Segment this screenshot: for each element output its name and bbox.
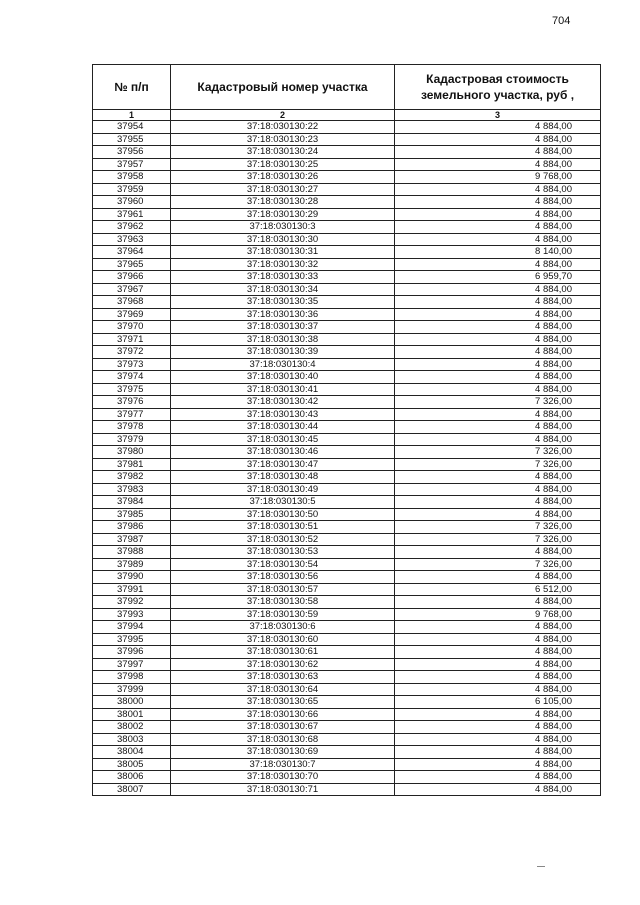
table-row bbox=[93, 158, 601, 171]
table-row bbox=[93, 658, 601, 671]
cadastral-number-cell: 37:18:030130:33 bbox=[171, 271, 395, 284]
row-number-cell: 37964 bbox=[93, 246, 171, 259]
cadastral-value-cell: 8 140,00 bbox=[395, 246, 601, 259]
cadastral-number-cell: 37:18:030130:42 bbox=[171, 396, 395, 409]
row-number-cell: 38001 bbox=[93, 708, 171, 721]
cadastral-value-cell: 6 105,00 bbox=[395, 696, 601, 709]
table-row bbox=[93, 496, 601, 509]
row-number-cell: 37961 bbox=[93, 208, 171, 221]
table-row bbox=[93, 783, 601, 796]
table-row bbox=[93, 208, 601, 221]
cadastral-number-cell: 37:18:030130:58 bbox=[171, 596, 395, 609]
header-cadastral-value: Кадастровая стоимость земельного участка, руб , bbox=[395, 65, 601, 110]
cadastral-value-cell: 4 884,00 bbox=[395, 233, 601, 246]
row-number-cell: 38007 bbox=[93, 783, 171, 796]
cadastral-value-cell: 4 884,00 bbox=[395, 658, 601, 671]
cadastral-number-cell: 37:18:030130:27 bbox=[171, 183, 395, 196]
cadastral-value-cell: 4 884,00 bbox=[395, 258, 601, 271]
cadastral-number-cell: 37:18:030130:36 bbox=[171, 308, 395, 321]
header-cadastral-number: Кадастровый номер участка bbox=[171, 65, 395, 110]
row-number-cell: 37996 bbox=[93, 646, 171, 659]
table-row bbox=[93, 371, 601, 384]
cadastral-number-cell: 37:18:030130:29 bbox=[171, 208, 395, 221]
cadastral-value-cell: 4 884,00 bbox=[395, 221, 601, 234]
cadastral-value-cell: 4 884,00 bbox=[395, 421, 601, 434]
table-row bbox=[93, 696, 601, 709]
cadastral-value-cell: 4 884,00 bbox=[395, 121, 601, 134]
cadastral-number-cell: 37:18:030130:59 bbox=[171, 608, 395, 621]
cadastral-value-cell: 4 884,00 bbox=[395, 596, 601, 609]
table-row bbox=[93, 508, 601, 521]
table-row bbox=[93, 646, 601, 659]
row-number-cell: 37985 bbox=[93, 508, 171, 521]
cadastral-number-cell: 37:18:030130:66 bbox=[171, 708, 395, 721]
cadastral-number-cell: 37:18:030130:5 bbox=[171, 496, 395, 509]
row-number-cell: 37980 bbox=[93, 446, 171, 459]
row-number-cell: 37978 bbox=[93, 421, 171, 434]
column-number-row bbox=[93, 110, 601, 121]
row-number-cell: 38006 bbox=[93, 771, 171, 784]
cadastral-number-cell: 37:18:030130:51 bbox=[171, 521, 395, 534]
cadastral-number-cell: 37:18:030130:68 bbox=[171, 733, 395, 746]
cadastral-value-cell: 4 884,00 bbox=[395, 733, 601, 746]
cadastral-number-cell: 37:18:030130:53 bbox=[171, 546, 395, 559]
table-row bbox=[93, 383, 601, 396]
row-number-cell: 38000 bbox=[93, 696, 171, 709]
cadastral-value-cell: 7 326,00 bbox=[395, 521, 601, 534]
row-number-cell: 37967 bbox=[93, 283, 171, 296]
row-number-cell: 37957 bbox=[93, 158, 171, 171]
cadastral-number-cell: 37:18:030130:62 bbox=[171, 658, 395, 671]
row-number-cell: 37965 bbox=[93, 258, 171, 271]
row-number-cell: 37998 bbox=[93, 671, 171, 684]
row-number-cell: 37984 bbox=[93, 496, 171, 509]
cadastral-number-cell: 37:18:030130:54 bbox=[171, 558, 395, 571]
row-number-cell: 37972 bbox=[93, 346, 171, 359]
row-number-cell: 37987 bbox=[93, 533, 171, 546]
row-number-cell: 37966 bbox=[93, 271, 171, 284]
cadastral-value-cell: 6 512,00 bbox=[395, 583, 601, 596]
column-number-3: 3 bbox=[395, 110, 601, 121]
cadastral-value-cell: 4 884,00 bbox=[395, 308, 601, 321]
table-row bbox=[93, 758, 601, 771]
table-row bbox=[93, 133, 601, 146]
table-row bbox=[93, 296, 601, 309]
row-number-cell: 37960 bbox=[93, 196, 171, 209]
table-row bbox=[93, 321, 601, 334]
cadastral-value-cell: 6 959,70 bbox=[395, 271, 601, 284]
cadastral-number-cell: 37:18:030130:63 bbox=[171, 671, 395, 684]
cadastral-value-cell: 4 884,00 bbox=[395, 146, 601, 159]
cadastral-value-cell: 4 884,00 bbox=[395, 683, 601, 696]
cadastral-value-cell: 7 326,00 bbox=[395, 396, 601, 409]
table-row bbox=[93, 608, 601, 621]
cadastral-number-cell: 37:18:030130:22 bbox=[171, 121, 395, 134]
row-number-cell: 38003 bbox=[93, 733, 171, 746]
cadastral-number-cell: 37:18:030130:56 bbox=[171, 571, 395, 584]
cadastral-number-cell: 37:18:030130:37 bbox=[171, 321, 395, 334]
cadastral-number-cell: 37:18:030130:32 bbox=[171, 258, 395, 271]
cadastral-value-cell: 7 326,00 bbox=[395, 458, 601, 471]
table-row bbox=[93, 258, 601, 271]
cadastral-value-cell: 4 884,00 bbox=[395, 408, 601, 421]
table-row bbox=[93, 333, 601, 346]
table-row bbox=[93, 708, 601, 721]
table-row bbox=[93, 483, 601, 496]
cadastral-value-cell: 4 884,00 bbox=[395, 671, 601, 684]
cadastral-value-cell: 4 884,00 bbox=[395, 208, 601, 221]
table-row bbox=[93, 533, 601, 546]
table-row bbox=[93, 421, 601, 434]
cadastral-number-cell: 37:18:030130:38 bbox=[171, 333, 395, 346]
cadastral-number-cell: 37:18:030130:7 bbox=[171, 758, 395, 771]
cadastral-number-cell: 37:18:030130:70 bbox=[171, 771, 395, 784]
row-number-cell: 37995 bbox=[93, 633, 171, 646]
cadastral-value-cell: 7 326,00 bbox=[395, 533, 601, 546]
cadastral-value-cell: 4 884,00 bbox=[395, 371, 601, 384]
row-number-cell: 37954 bbox=[93, 121, 171, 134]
cadastral-number-cell: 37:18:030130:64 bbox=[171, 683, 395, 696]
header-row-number: № п/п bbox=[93, 65, 171, 110]
cadastral-number-cell: 37:18:030130:71 bbox=[171, 783, 395, 796]
cadastral-number-cell: 37:18:030130:23 bbox=[171, 133, 395, 146]
cadastral-number-cell: 37:18:030130:24 bbox=[171, 146, 395, 159]
row-number-cell: 37979 bbox=[93, 433, 171, 446]
table-row bbox=[93, 358, 601, 371]
cadastral-value-cell: 4 884,00 bbox=[395, 546, 601, 559]
table-row bbox=[93, 546, 601, 559]
cadastral-number-cell: 37:18:030130:31 bbox=[171, 246, 395, 259]
cadastral-number-cell: 37:18:030130:28 bbox=[171, 196, 395, 209]
cadastral-value-cell: 4 884,00 bbox=[395, 158, 601, 171]
cadastral-value-cell: 4 884,00 bbox=[395, 346, 601, 359]
scan-mark bbox=[537, 866, 545, 867]
row-number-cell: 37959 bbox=[93, 183, 171, 196]
table-row bbox=[93, 583, 601, 596]
cadastral-number-cell: 37:18:030130:69 bbox=[171, 746, 395, 759]
cadastral-number-cell: 37:18:030130:25 bbox=[171, 158, 395, 171]
row-number-cell: 37997 bbox=[93, 658, 171, 671]
row-number-cell: 38005 bbox=[93, 758, 171, 771]
cadastral-number-cell: 37:18:030130:30 bbox=[171, 233, 395, 246]
row-number-cell: 37958 bbox=[93, 171, 171, 184]
cadastral-number-cell: 37:18:030130:4 bbox=[171, 358, 395, 371]
cadastral-value-cell: 4 884,00 bbox=[395, 783, 601, 796]
cadastral-number-cell: 37:18:030130:26 bbox=[171, 171, 395, 184]
table-row bbox=[93, 171, 601, 184]
row-number-cell: 37990 bbox=[93, 571, 171, 584]
cadastral-value-cell: 4 884,00 bbox=[395, 358, 601, 371]
cadastral-value-cell: 4 884,00 bbox=[395, 133, 601, 146]
row-number-cell: 37975 bbox=[93, 383, 171, 396]
table-row bbox=[93, 196, 601, 209]
cadastral-number-cell: 37:18:030130:61 bbox=[171, 646, 395, 659]
cadastral-value-cell: 4 884,00 bbox=[395, 646, 601, 659]
cadastral-value-cell: 4 884,00 bbox=[395, 483, 601, 496]
column-number-1: 1 bbox=[93, 110, 171, 121]
cadastral-value-cell: 4 884,00 bbox=[395, 496, 601, 509]
row-number-cell: 37974 bbox=[93, 371, 171, 384]
table-row bbox=[93, 221, 601, 234]
cadastral-number-cell: 37:18:030130:44 bbox=[171, 421, 395, 434]
cadastral-number-cell: 37:18:030130:40 bbox=[171, 371, 395, 384]
row-number-cell: 37982 bbox=[93, 471, 171, 484]
row-number-cell: 37994 bbox=[93, 621, 171, 634]
table-row bbox=[93, 596, 601, 609]
cadastral-value-cell: 4 884,00 bbox=[395, 296, 601, 309]
cadastral-number-cell: 37:18:030130:41 bbox=[171, 383, 395, 396]
table-row bbox=[93, 283, 601, 296]
table-row bbox=[93, 458, 601, 471]
table-row bbox=[93, 521, 601, 534]
row-number-cell: 37962 bbox=[93, 221, 171, 234]
cadastral-value-cell: 4 884,00 bbox=[395, 758, 601, 771]
row-number-cell: 37992 bbox=[93, 596, 171, 609]
cadastral-value-cell: 4 884,00 bbox=[395, 471, 601, 484]
table-row bbox=[93, 446, 601, 459]
cadastral-number-cell: 37:18:030130:57 bbox=[171, 583, 395, 596]
cadastral-number-cell: 37:18:030130:67 bbox=[171, 721, 395, 734]
cadastral-value-cell: 4 884,00 bbox=[395, 571, 601, 584]
row-number-cell: 37993 bbox=[93, 608, 171, 621]
row-number-cell: 37991 bbox=[93, 583, 171, 596]
table-row bbox=[93, 146, 601, 159]
cadastral-number-cell: 37:18:030130:49 bbox=[171, 483, 395, 496]
table-row bbox=[93, 746, 601, 759]
cadastral-value-cell: 4 884,00 bbox=[395, 721, 601, 734]
cadastral-number-cell: 37:18:030130:60 bbox=[171, 633, 395, 646]
row-number-cell: 38002 bbox=[93, 721, 171, 734]
row-number-cell: 37968 bbox=[93, 296, 171, 309]
table-row bbox=[93, 671, 601, 684]
table-row bbox=[93, 233, 601, 246]
table-row bbox=[93, 246, 601, 259]
row-number-cell: 37955 bbox=[93, 133, 171, 146]
table-row bbox=[93, 633, 601, 646]
row-number-cell: 37999 bbox=[93, 683, 171, 696]
cadastral-value-cell: 4 884,00 bbox=[395, 746, 601, 759]
cadastral-number-cell: 37:18:030130:6 bbox=[171, 621, 395, 634]
cadastral-number-cell: 37:18:030130:3 bbox=[171, 221, 395, 234]
table-row bbox=[93, 558, 601, 571]
cadastral-number-cell: 37:18:030130:52 bbox=[171, 533, 395, 546]
cadastral-value-cell: 4 884,00 bbox=[395, 621, 601, 634]
column-number-2: 2 bbox=[171, 110, 395, 121]
cadastral-value-cell: 4 884,00 bbox=[395, 321, 601, 334]
row-number-cell: 37976 bbox=[93, 396, 171, 409]
row-number-cell: 37986 bbox=[93, 521, 171, 534]
table-row bbox=[93, 471, 601, 484]
cadastral-number-cell: 37:18:030130:48 bbox=[171, 471, 395, 484]
cadastral-value-cell: 9 768,00 bbox=[395, 171, 601, 184]
cadastral-number-cell: 37:18:030130:34 bbox=[171, 283, 395, 296]
table-row bbox=[93, 621, 601, 634]
header-row bbox=[93, 65, 601, 110]
cadastral-value-cell: 4 884,00 bbox=[395, 196, 601, 209]
cadastral-number-cell: 37:18:030130:45 bbox=[171, 433, 395, 446]
cadastral-value-cell: 4 884,00 bbox=[395, 708, 601, 721]
row-number-cell: 37989 bbox=[93, 558, 171, 571]
cadastral-value-cell: 4 884,00 bbox=[395, 508, 601, 521]
row-number-cell: 37977 bbox=[93, 408, 171, 421]
table-row bbox=[93, 396, 601, 409]
table-row bbox=[93, 771, 601, 784]
row-number-cell: 37969 bbox=[93, 308, 171, 321]
table-row bbox=[93, 683, 601, 696]
row-number-cell: 38004 bbox=[93, 746, 171, 759]
cadastral-value-cell: 4 884,00 bbox=[395, 383, 601, 396]
table-row bbox=[93, 346, 601, 359]
cadastral-value-cell: 4 884,00 bbox=[395, 771, 601, 784]
table-row bbox=[93, 571, 601, 584]
page-number: 704 bbox=[552, 15, 571, 27]
cadastral-number-cell: 37:18:030130:65 bbox=[171, 696, 395, 709]
table-row bbox=[93, 271, 601, 284]
cadastral-value-cell: 4 884,00 bbox=[395, 433, 601, 446]
cadastral-value-cell: 4 884,00 bbox=[395, 633, 601, 646]
row-number-cell: 37970 bbox=[93, 321, 171, 334]
cadastral-table bbox=[92, 64, 601, 796]
cadastral-value-cell: 7 326,00 bbox=[395, 558, 601, 571]
row-number-cell: 37956 bbox=[93, 146, 171, 159]
table-row bbox=[93, 733, 601, 746]
cadastral-number-cell: 37:18:030130:47 bbox=[171, 458, 395, 471]
cadastral-number-cell: 37:18:030130:39 bbox=[171, 346, 395, 359]
table-row bbox=[93, 183, 601, 196]
table-row bbox=[93, 308, 601, 321]
cadastral-value-cell: 4 884,00 bbox=[395, 333, 601, 346]
cadastral-number-cell: 37:18:030130:43 bbox=[171, 408, 395, 421]
cadastral-value-cell: 4 884,00 bbox=[395, 283, 601, 296]
cadastral-number-cell: 37:18:030130:35 bbox=[171, 296, 395, 309]
table-row bbox=[93, 408, 601, 421]
cadastral-value-cell: 9 768,00 bbox=[395, 608, 601, 621]
table-row bbox=[93, 121, 601, 134]
cadastral-value-cell: 7 326,00 bbox=[395, 446, 601, 459]
row-number-cell: 37988 bbox=[93, 546, 171, 559]
row-number-cell: 37983 bbox=[93, 483, 171, 496]
cadastral-value-cell: 4 884,00 bbox=[395, 183, 601, 196]
table-row bbox=[93, 433, 601, 446]
cadastral-number-cell: 37:18:030130:46 bbox=[171, 446, 395, 459]
row-number-cell: 37963 bbox=[93, 233, 171, 246]
table-row bbox=[93, 721, 601, 734]
cadastral-number-cell: 37:18:030130:50 bbox=[171, 508, 395, 521]
row-number-cell: 37973 bbox=[93, 358, 171, 371]
row-number-cell: 37971 bbox=[93, 333, 171, 346]
row-number-cell: 37981 bbox=[93, 458, 171, 471]
